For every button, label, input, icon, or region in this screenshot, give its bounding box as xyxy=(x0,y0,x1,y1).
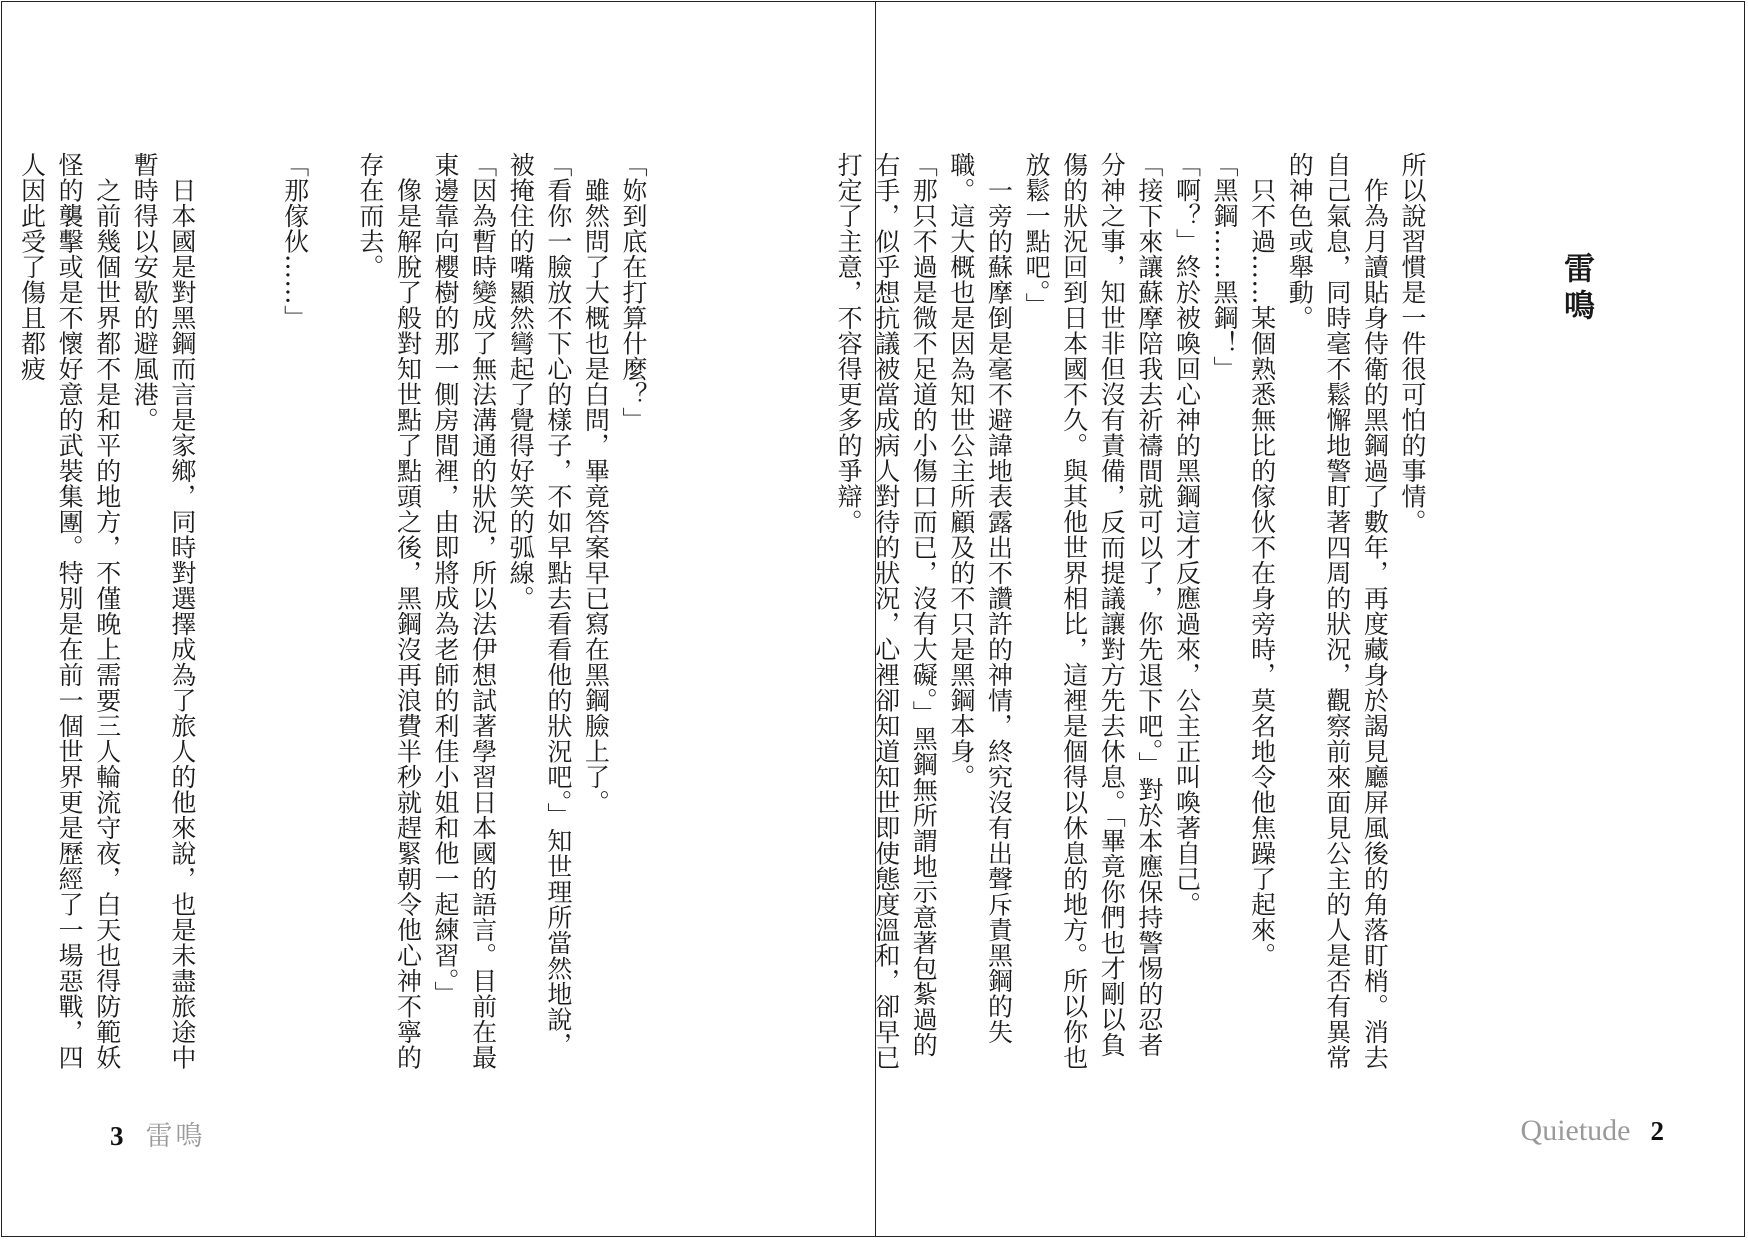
right-page xyxy=(834,2,1746,1236)
page-number-left: 3 xyxy=(110,1121,124,1151)
right-page-footer xyxy=(1521,1114,1664,1148)
running-head-right: Quietude xyxy=(1520,1114,1631,1147)
left-page-footer xyxy=(110,1114,206,1153)
left-page-body-text: 「妳到底在打算什麼？」 雖然問了大概也是白問，畢竟答案早已寫在黑鋼臉上了。 「看你一臉放不下心的樣子，不如早點去看看他的狀況吧。」知世理所當然地說，被掩住的嘴顯然彎起了覺得好笑的弧線。 「因為暫時變成了無法溝通的狀況，所以法伊想試著學習日本國的語言。目前在最東邊靠向櫻樹的那一側房間裡，由即將成為老師的利佳小姐和他一起練習。」 像是解脫了般對知世點了點頭之後，黑鋼沒再浪費半秒就趕緊朝令他心神不寧的存在而去。 「那傢伙……」 日本國是對黑鋼而言是家鄉，同時對選擇成為了旅人的他來說，也是未盡旅途中暫時得以安歇的避風港。 之前幾個世界都不是和平的地方，不僅晚上需要三人輪流守夜，白天也得防範妖怪的襲擊或是不懷好意的武裝集團。特別是在前一個世界更是歷經了一場惡戰，四人因此受了傷且都疲 xyxy=(17,152,648,1070)
book-spread xyxy=(1,1,1745,1237)
page-number-right: 2 xyxy=(1650,1116,1664,1146)
right-page-body-text: 所以說習慣是一件很可怕的事情。 作為月讀貼身侍衛的黑鋼過了數年，再度藏身於謁見廳屏風後的角落盯梢。消去自己氣息，同時毫不鬆懈地警盯著四周的狀況，觀察前來面見公主的人是否有異常的神色或舉動。 只不過……某個熟悉無比的傢伙不在身旁時，莫名地令他焦躁了起來。 「黑鋼……黑鋼！」 「啊？」終於被喚回心神的黑鋼這才反應過來，公主正叫喚著自己。 「接下來讓蘇摩陪我去祈禱間就可以了，你先退下吧。」對於本應保持警惕的忍者分神之事，知世非但沒有責備，反而提議讓對方先去休息。「畢竟你們也才剛以負傷的狀況回到日本國不久。與其他世界相比，這裡是個得以休息的地方。所以你也放鬆一點吧。」 一旁的蘇摩倒是毫不避諱地表露出不讚許的神情，終究沒有出聲斥責黑鋼的失職。這大概也是因為知世公主所顧及的不只是黑鋼本身。 「那只不過是微不足道的小傷口而已，沒有大礙。」黑鋼無所謂地示意著包紮過的右手，似乎想抗議被當成病人對待的狀況，心裡卻知道知世即使態度溫和，卻早已打定了主意，不容得更多的爭辯。 xyxy=(834,152,1427,1070)
running-head-left: 雷鳴 xyxy=(145,1121,206,1151)
left-page xyxy=(2,2,875,1236)
chapter-title: 雷鳴 xyxy=(1558,252,1594,326)
